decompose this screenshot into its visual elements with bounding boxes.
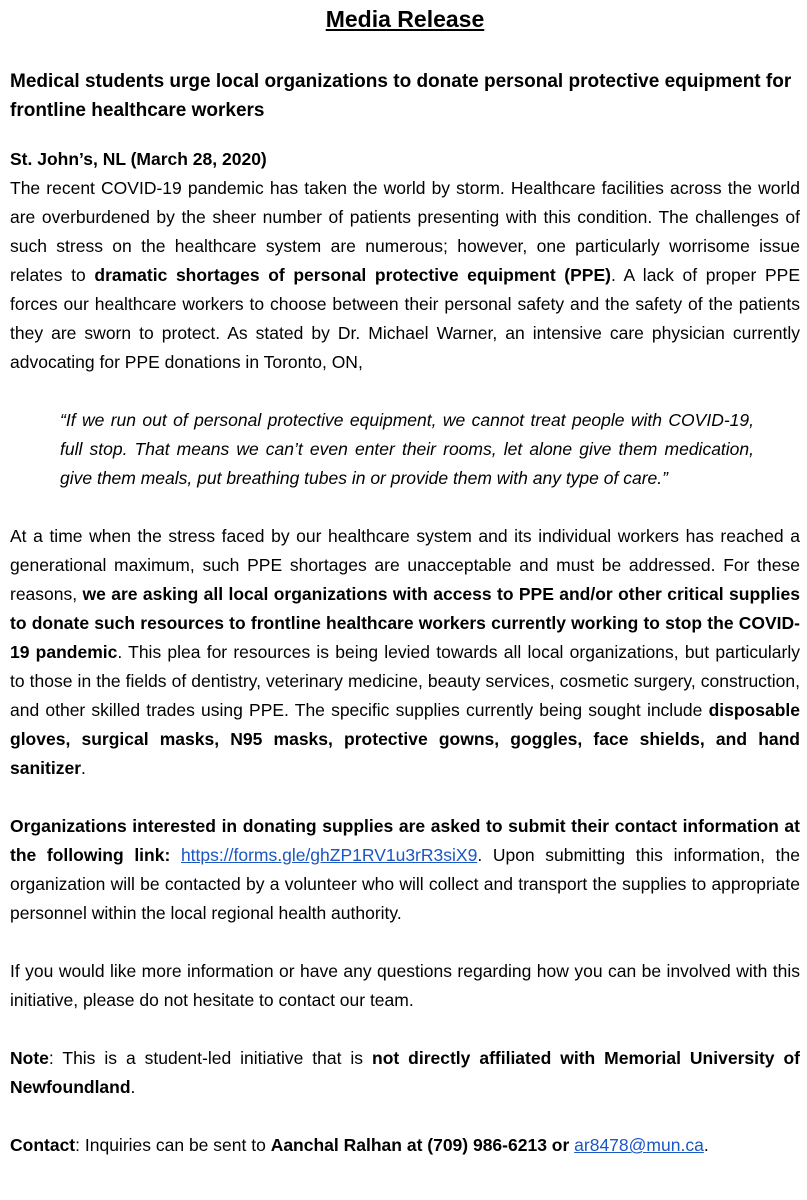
contact-paragraph	[10, 1131, 800, 1160]
contact-text-2: .	[703, 1135, 709, 1155]
quote-block: “If we run out of personal protective equipment, we cannot treat people with COVID-19, full stop. That means we can’t even enter their rooms, let alone give them medication, give them meals, put breathing tubes in or provide them with any type of care.”	[60, 410, 754, 488]
intro-paragraph	[10, 174, 800, 377]
donation-text-2: . Upon submitting this information, the organization will be contacted by a volunteer who will collect and transport the supplies to appropriate personnel within the local regional health authority.	[10, 845, 800, 923]
note-label: Note	[10, 1048, 49, 1068]
contact-label: Contact	[10, 1135, 76, 1155]
dateline: St. John’s, NL (March 28, 2020)	[10, 149, 267, 169]
donation-form-link[interactable]: https://forms.gle/ghZP1RV1u3rR3siX9	[180, 845, 478, 865]
intro-text-2: . A lack of proper PPE forces our healthcare workers to choose between their personal safety and the safety of the patients they are sworn to protect. As stated by Dr. Michael Warner, an intensive care physician currently advocating for PPE donations in Toronto, ON,	[10, 265, 800, 372]
intro-bold-1: dramatic shortages of personal protective equipment (PPE)	[94, 265, 611, 285]
appeal-paragraph	[10, 522, 800, 783]
headline: Medical students urge local organizations to donate personal protective equipment for frontline healthcare workers	[10, 71, 792, 121]
donation-paragraph	[10, 812, 800, 928]
contact-email-link[interactable]: ar8478@mun.ca	[574, 1135, 704, 1155]
appeal-text-1: At a time when the stress faced by our healthcare system and its individual workers has reached a generational maximum, such PPE shortages are unacceptable and must be addressed. For these reasons,	[10, 526, 800, 604]
note-bold-1: not directly affiliated with Memorial University of Newfoundland	[10, 1048, 800, 1097]
appeal-text-3: .	[81, 758, 86, 778]
note-paragraph	[10, 1044, 800, 1102]
page-title: Media Release	[325, 6, 485, 32]
contact-text-1: : Inquiries can be sent to	[75, 1135, 271, 1155]
donation-bold-1: Organizations interested in donating supplies are asked to submit their contact information at the following link:	[10, 816, 800, 865]
contact-bold-1: Aanchal Ralhan at (709) 986-6213 or	[270, 1135, 575, 1155]
more-info-paragraph: If you would like more information or have any questions regarding how you can be involved with this initiative, please do not hesitate to contact our team.	[10, 961, 800, 1010]
appeal-bold-2: disposable gloves, surgical masks, N95 masks, protective gowns, goggles, face shields, and hand sanitizer	[10, 700, 800, 778]
appeal-text-2: . This plea for resources is being levied towards all local organizations, but particularly to those in the fields of dentistry, veterinary medicine, beauty services, cosmetic surgery, construction, and other skilled trades using PPE. The specific supplies currently being sought include	[10, 642, 800, 720]
note-text-2: .	[130, 1077, 136, 1097]
intro-text-1: The recent COVID-19 pandemic has taken the world by storm. Healthcare facilities across the world are overburdened by the sheer number of patients presenting with this condition. The challenges of such stress on the healthcare system are numerous; however, one particularly worrisome issue relates to	[10, 178, 800, 285]
appeal-bold-1: we are asking all local organizations with access to PPE and/or other critical supplies to donate such resources to frontline healthcare workers currently working to stop the COVID-19 pandemic	[10, 584, 801, 662]
note-text-1: : This is a student-led initiative that is	[48, 1048, 372, 1068]
